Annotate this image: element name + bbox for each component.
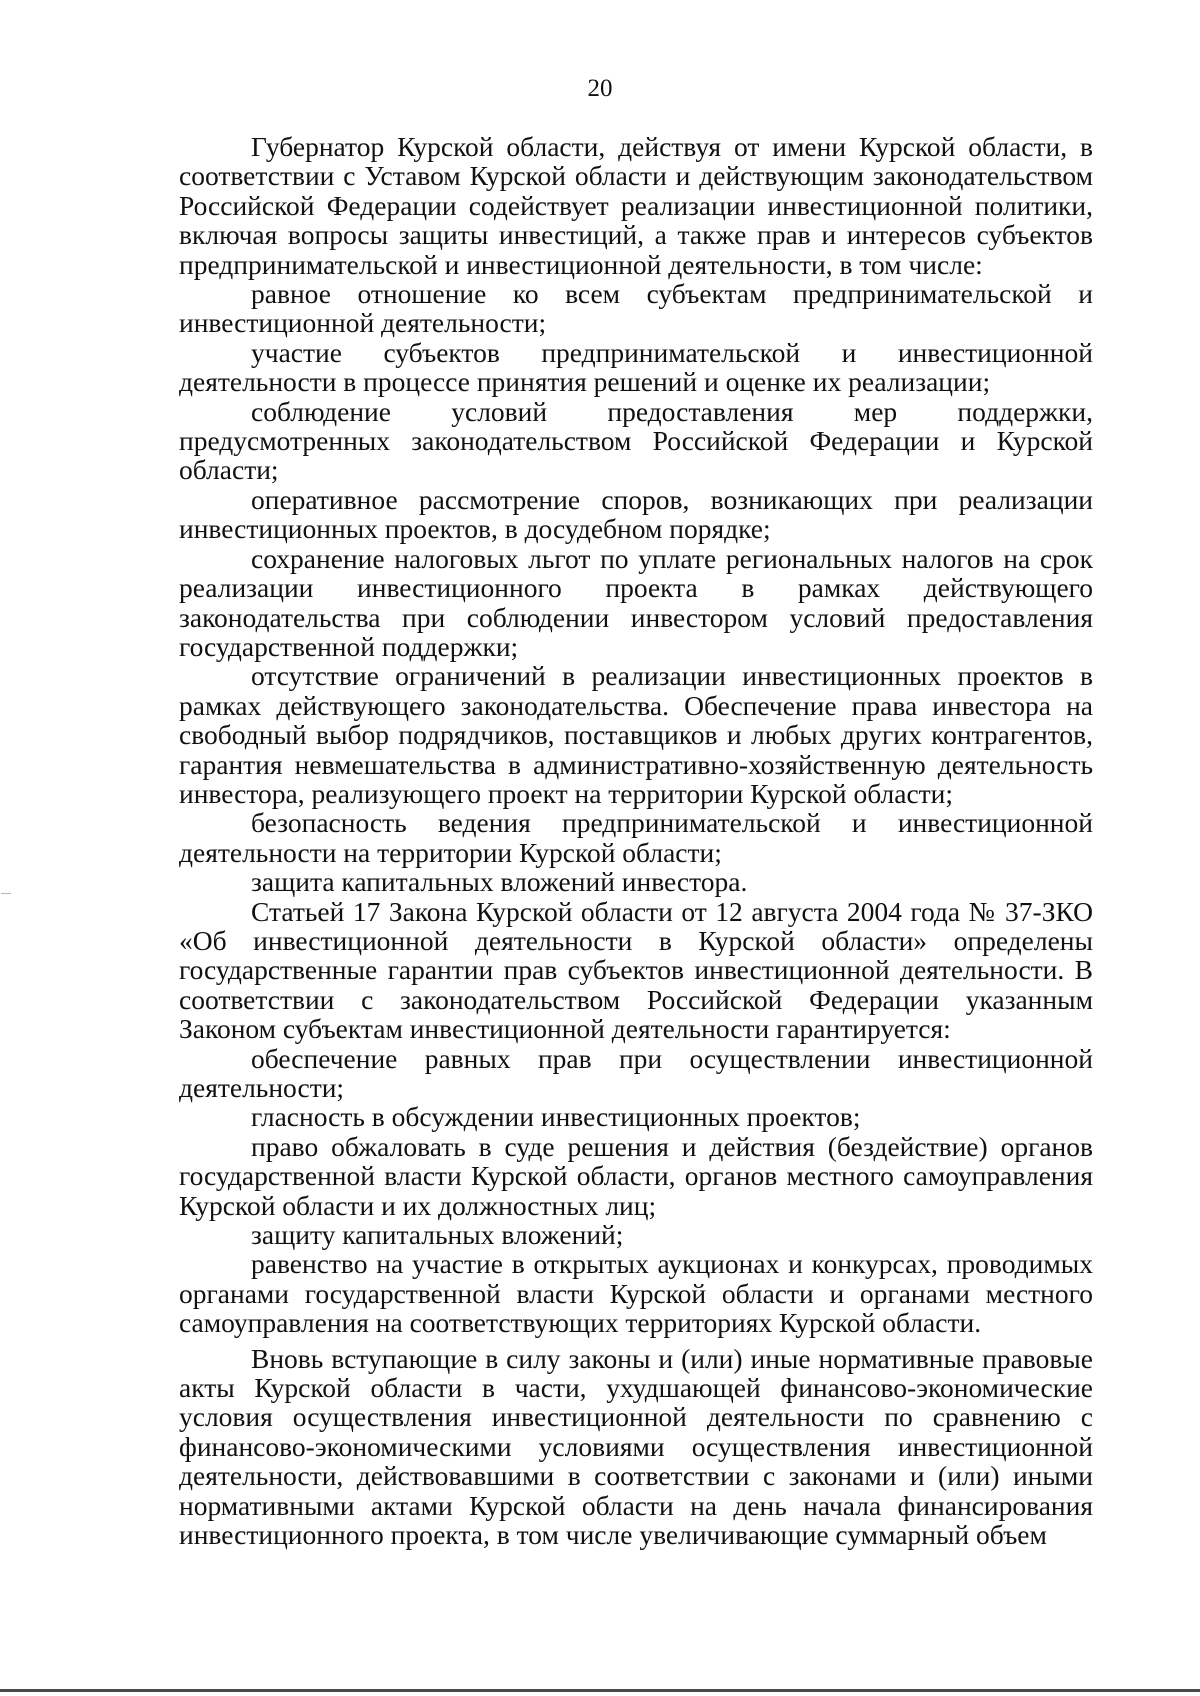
paragraph-equal-rights: обеспечение равных прав при осуществлении инвестиционной деятельности; [179, 1042, 1093, 1103]
page-number: 20 [587, 75, 613, 102]
paragraph-governor-powers: Губернатор Курской области, действуя от имени Курской области, в соответствии с Уставом Курской области и действующим законодательством Российской Федерации содействует реализации инвестиционной политики, включая вопросы защиты инвестиций, а также прав и интересов субъектов предпринимательской и инвестиционной деятельности, в том числе: [179, 131, 1093, 280]
paragraph-auction-equality: равенство на участие в открытых аукционах и конкурсах, проводимых органами государственной власти Курской области и органами местного самоуправления на соответствующих территориях Курской области. [179, 1248, 1093, 1339]
paragraph-equal-treatment: равное отношение ко всем субъектам предпринимательской и инвестиционной деятельности; [179, 278, 1093, 339]
paragraph-dispute-resolution: оперативное рассмотрение споров, возникающих при реализации инвестиционных проектов, в досудебном порядке; [179, 483, 1093, 545]
paragraph-publicity: гласность в обсуждении инвестиционных проектов; [251, 1101, 861, 1133]
paragraph-right-to-appeal: право обжаловать в суде решения и действия (бездействие) органов государственной власти Курской области, органов местного самоуправления Курской области и их должностных лиц; [179, 1130, 1093, 1221]
paragraph-investment-protection: защиту капитальных вложений; [251, 1219, 624, 1251]
paragraph-participation: участие субъектов предпринимательской и инвестиционной деятельности в процессе принятия решений и оценке их реализации; [179, 336, 1093, 398]
paragraph-safety: безопасность ведения предпринимательской и инвестиционной деятельности на территории Курской области; [179, 807, 1093, 868]
paragraph-capital-protection: защита капитальных вложений инвестора. [251, 866, 748, 898]
paragraph-new-laws: Вновь вступающие в силу законы и (или) иные нормативные правовые акты Курской области в части, ухудшающей финансово-экономические условия осуществления инвестиционной деятельности по сравнению с финансово-экономическими условиями осуществления инвестиционной деятельности, действовавшими в соответствии с законами и (или) иными нормативными актами Курской области на день начала финансирования инвестиционного проекта, в том числе увеличивающие суммарный объем [179, 1342, 1093, 1551]
document-body [179, 132, 1093, 1550]
paragraph-tax-benefits: сохранение налоговых льгот по уплате региональных налогов на срок реализации инвестиционного проекта в рамках действующего законодательства при соблюдении инвестором условий предоставления государственной поддержки; [179, 542, 1093, 662]
paragraph-support-conditions: соблюдение условий предоставления мер поддержки, предусмотренных законодательством Российской Федерации и Курской области; [179, 395, 1093, 486]
paragraph-no-restrictions: отсутствие ограничений в реализации инвестиционных проектов в рамках действующего законодательства. Обеспечение права инвестора на свободный выбор подрядчиков, поставщиков и любых других контрагентов, гарантия невмешательства в административно-хозяйственную деятельность инвестора, реализующего проект на территории Курской области; [179, 660, 1093, 809]
scan-bottom-edge [0, 1689, 1200, 1692]
scan-margin-mark [1, 893, 11, 894]
paragraph-article-17: Статьей 17 Закона Курской области от 12 августа 2004 года № 37-ЗКО «Об инвестиционной деятельности в Курской области» определены государственные гарантии прав субъектов инвестиционной деятельности. В соответствии с законодательством Российской Федерации указанным Законом субъектам инвестиционной деятельности гарантируется: [179, 895, 1093, 1045]
